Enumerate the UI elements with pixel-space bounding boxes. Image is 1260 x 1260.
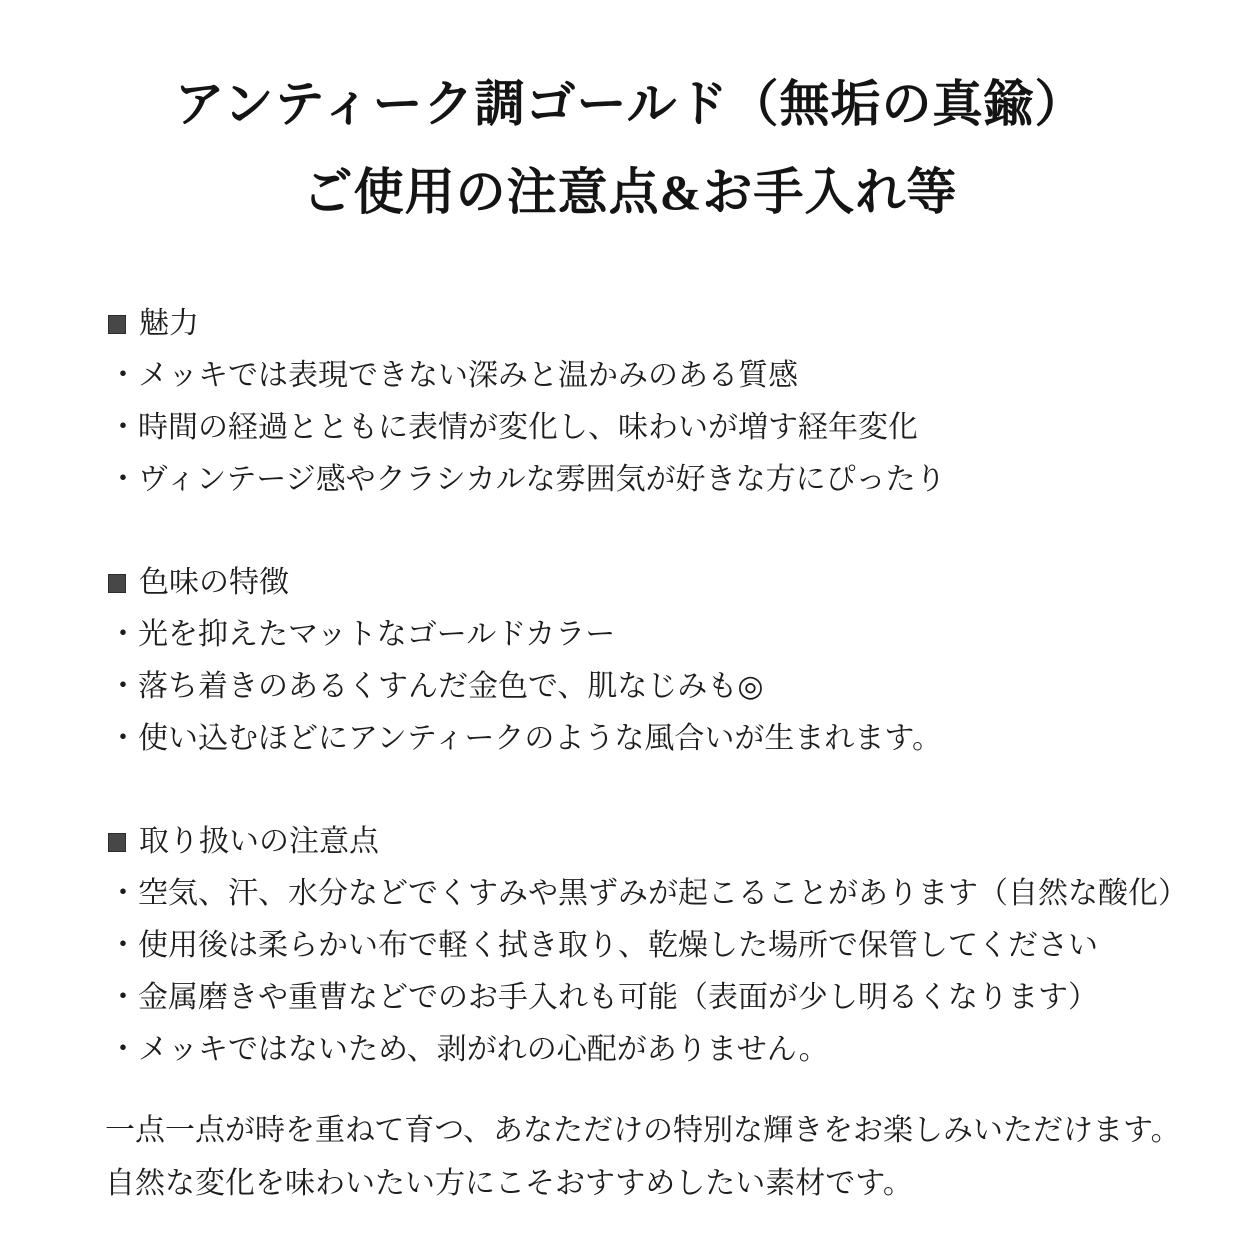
list-item — [108, 609, 1180, 661]
section-heading-row — [108, 816, 1180, 868]
list-item-text: メッキでは表現できない深みと温かみのある質感 — [138, 359, 798, 392]
bullet-icon: ・ — [108, 411, 138, 444]
closing-paragraph — [0, 1076, 1260, 1210]
section-heading-label: 魅力 — [139, 307, 199, 340]
list-item — [108, 350, 1180, 402]
list-item — [108, 713, 1180, 765]
list-item — [108, 920, 1180, 972]
bullet-icon: ・ — [108, 929, 138, 962]
list-item-text: 金属磨きや重曹などでのお手入れも可能（表面が少し明るくなります） — [138, 981, 1098, 1014]
list-item — [108, 972, 1180, 1024]
bullet-icon: ・ — [108, 670, 138, 703]
list-item-text: 時間の経過とともに表情が変化し、味わいが増す経年変化 — [138, 411, 918, 444]
document-body — [0, 236, 1260, 1076]
closing-line-2: 自然な変化を味わいたい方にこそおすすめしたい素材です。 — [105, 1167, 913, 1200]
list-item-text: 空気、汗、水分などでくすみや黒ずみが起こることがあります（自然な酸化） — [138, 877, 1188, 910]
bullet-icon: ・ — [108, 981, 138, 1014]
square-marker-icon — [108, 574, 126, 593]
list-item-text: 使用後は柔らかい布で軽く拭き取り、乾燥した場所で保管してください — [138, 929, 1098, 962]
list-item — [108, 1024, 1180, 1076]
bullet-icon: ・ — [108, 877, 138, 910]
list-item-text: 落ち着きのあるくすんだ金色で、肌なじみも◎ — [138, 670, 764, 703]
list-item — [108, 868, 1188, 920]
bullet-icon: ・ — [108, 722, 138, 755]
section-heading-label: 色味の特徴 — [139, 566, 289, 599]
bullet-icon: ・ — [108, 359, 138, 392]
list-item — [108, 454, 1180, 506]
closing-line-1: 一点一点が時を重ねて育つ、あなただけの特別な輝きをお楽しみいただけます。 — [105, 1114, 1181, 1147]
section-color-characteristics — [108, 557, 1180, 765]
square-marker-icon — [108, 315, 126, 334]
list-item — [108, 661, 1180, 713]
list-item-text: 光を抑えたマットなゴールドカラー — [138, 618, 616, 651]
title-line-1: アンティーク調ゴールド（無垢の真鍮） — [174, 76, 1086, 132]
bullet-icon: ・ — [108, 463, 138, 496]
list-item-text: メッキではないため、剥がれの心配がありません。 — [138, 1033, 829, 1066]
section-heading-row — [108, 298, 1180, 350]
bullet-icon: ・ — [108, 1033, 138, 1066]
document-title — [0, 0, 1260, 236]
bullet-icon: ・ — [108, 618, 138, 651]
square-marker-icon — [108, 833, 126, 852]
section-appeal — [108, 298, 1180, 506]
list-item — [108, 402, 1180, 454]
title-line-2: ご使用の注意点&お手入れ等 — [302, 164, 958, 220]
section-heading-row — [108, 557, 1180, 609]
list-item-text: 使い込むほどにアンティークのような風合いが生まれます。 — [138, 722, 942, 755]
section-handling-precautions — [108, 816, 1188, 1076]
list-item-text: ヴィンテージ感やクラシカルな雰囲気が好きな方にぴったり — [138, 463, 946, 496]
section-heading-label: 取り扱いの注意点 — [139, 825, 379, 858]
